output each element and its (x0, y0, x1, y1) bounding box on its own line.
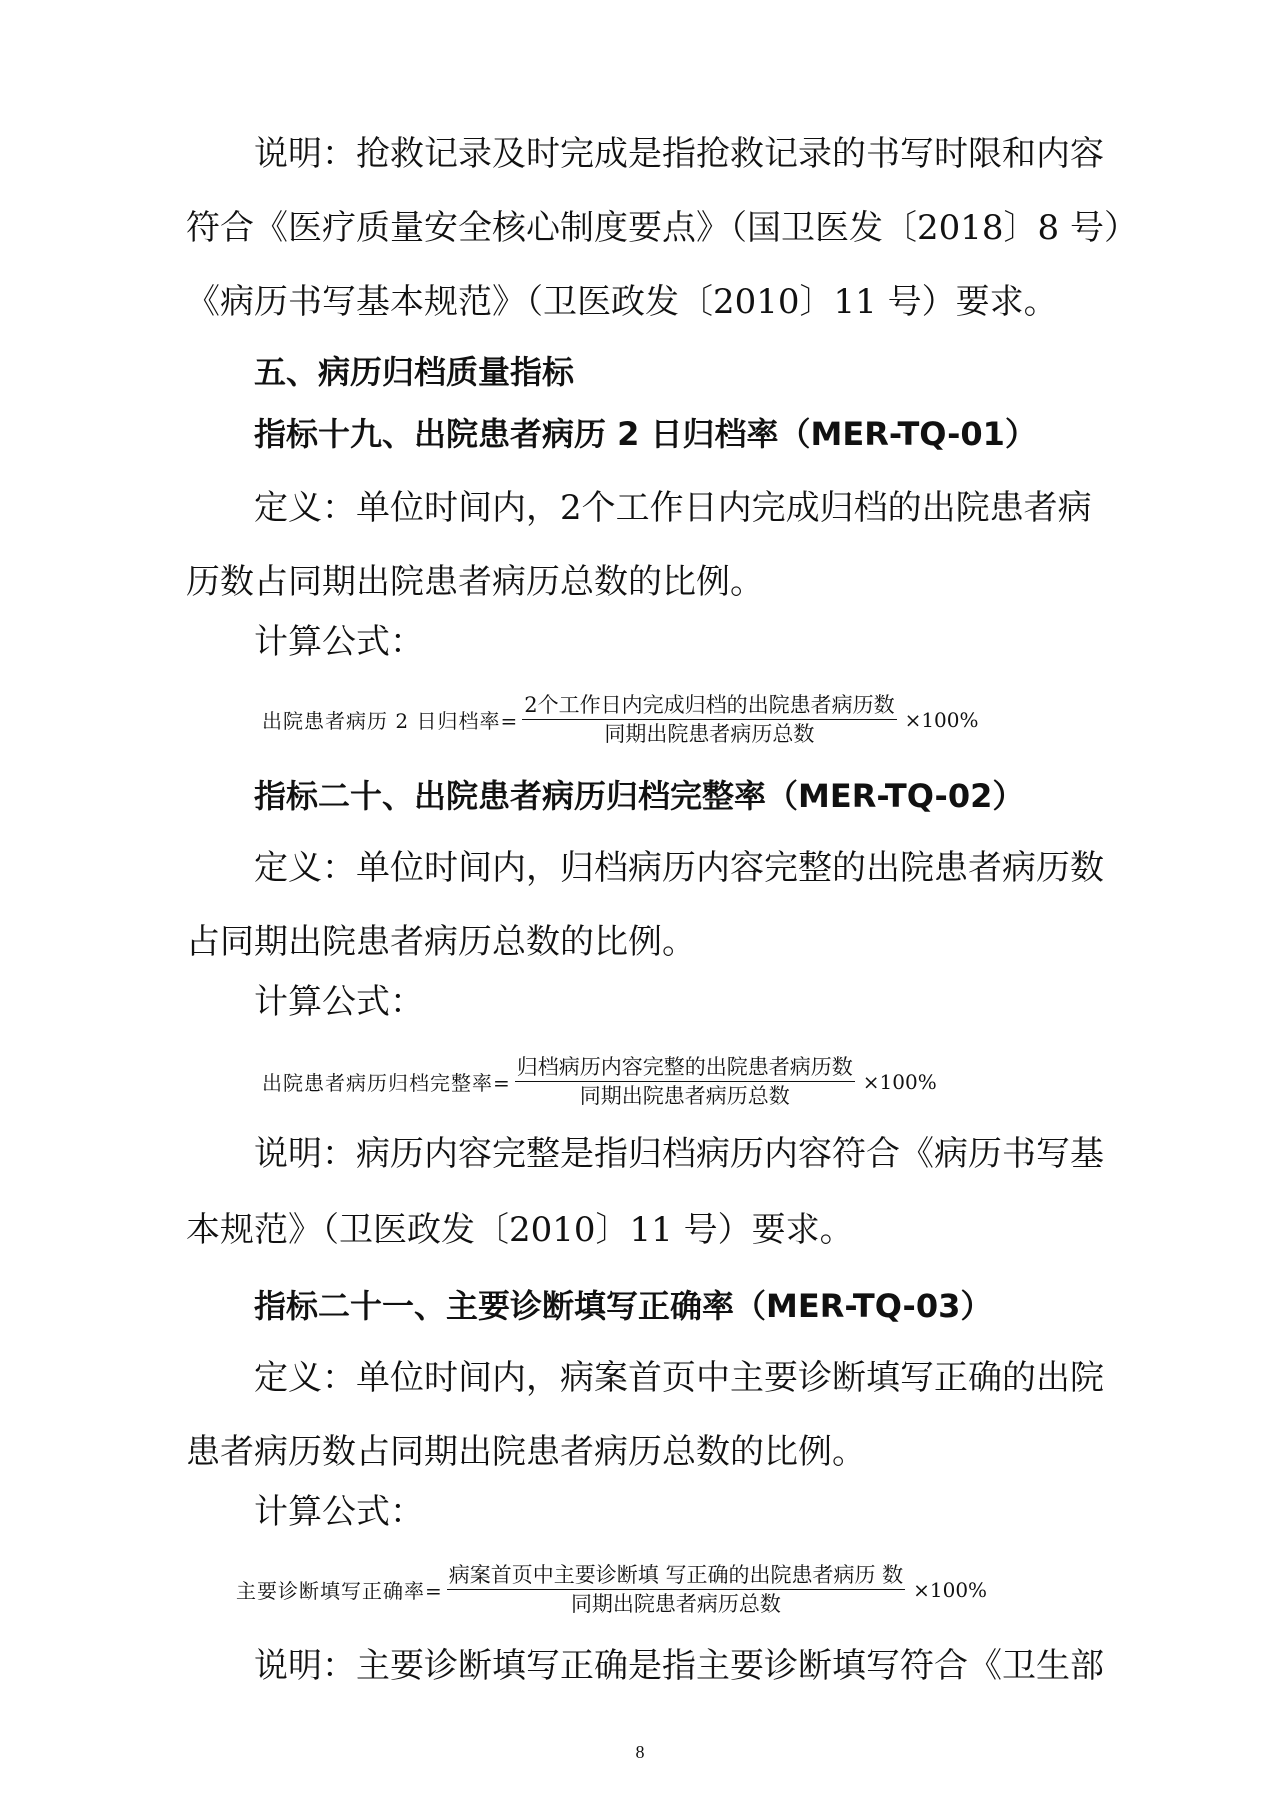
formula-fraction (522, 692, 896, 747)
indicator-21-formula-label: 计算公式： (254, 1492, 424, 1532)
formula-numerator: 归档病历内容完整的出院患者病历数 (515, 1054, 855, 1082)
page-number: 8 (635, 1742, 645, 1762)
indicator-21-definition-line-2: 患者病历数占同期出院患者病历总数的比例。 (186, 1432, 866, 1472)
formula-multiplier: ×100% (862, 1069, 937, 1094)
indicator-20-formula-label: 计算公式： (254, 982, 424, 1022)
indicator-20-formula (262, 1054, 937, 1109)
explanation-rescue-record-line-3: 《病历书写基本规范》（卫医政发〔2010〕11 号）要求。 (186, 282, 1058, 322)
indicator-20-heading: 指标二十、出院患者病历归档完整率（MER-TQ-02） (254, 777, 1025, 815)
explanation-rescue-record-line-2: 符合《医疗质量安全核心制度要点》（国卫医发〔2018〕8 号） (186, 208, 1138, 248)
section-heading: 五、病历归档质量指标 (254, 353, 575, 391)
indicator-20-explanation-line-2: 本规范》（卫医政发〔2010〕11 号）要求。 (186, 1210, 854, 1250)
formula-lhs: 出院患者病历 2 日归档率= (262, 709, 519, 733)
indicator-20-definition-line-1: 定义：单位时间内，归档病历内容完整的出院患者病历数 (254, 848, 1104, 888)
formula-fraction (447, 1562, 905, 1617)
indicator-19-definition-line-2: 历数占同期出院患者病历总数的比例。 (186, 562, 764, 602)
formula-denominator: 同期出院患者病历总数 (570, 1592, 781, 1616)
indicator-19-formula-label: 计算公式： (254, 622, 424, 662)
formula-multiplier: ×100% (904, 707, 979, 732)
formula-denominator: 同期出院患者病历总数 (579, 1084, 790, 1108)
indicator-19-formula (262, 692, 979, 747)
indicator-20-definition-line-2: 占同期出院患者病历总数的比例。 (186, 922, 696, 962)
indicator-21-definition-line-1: 定义：单位时间内，病案首页中主要诊断填写正确的出院 (254, 1358, 1104, 1398)
formula-lhs: 主要诊断填写正确率= (236, 1579, 443, 1603)
formula-multiplier: ×100% (913, 1577, 988, 1602)
indicator-21-heading: 指标二十一、主要诊断填写正确率（MER-TQ-03） (254, 1287, 993, 1325)
indicator-21-explanation-line-1: 说明：主要诊断填写正确是指主要诊断填写符合《卫生部 (254, 1646, 1104, 1686)
formula-numerator: 2个工作日内完成归档的出院患者病历数 (522, 692, 896, 720)
formula-numerator: 病案首页中主要诊断填 写正确的出院患者病历 数 (447, 1562, 905, 1590)
explanation-rescue-record-line-1: 说明：抢救记录及时完成是指抢救记录的书写时限和内容 (254, 134, 1104, 174)
formula-lhs: 出院患者病历归档完整率= (262, 1071, 511, 1095)
indicator-21-formula (236, 1562, 987, 1617)
formula-denominator: 同期出院患者病历总数 (604, 722, 815, 746)
formula-fraction (515, 1054, 855, 1109)
indicator-20-explanation-line-1: 说明：病历内容完整是指归档病历内容符合《病历书写基 (254, 1134, 1104, 1174)
indicator-19-heading: 指标十九、出院患者病历 2 日归档率（MER-TQ-01） (254, 415, 1037, 453)
indicator-19-definition-line-1: 定义：单位时间内，2个工作日内完成归档的出院患者病 (254, 488, 1092, 528)
